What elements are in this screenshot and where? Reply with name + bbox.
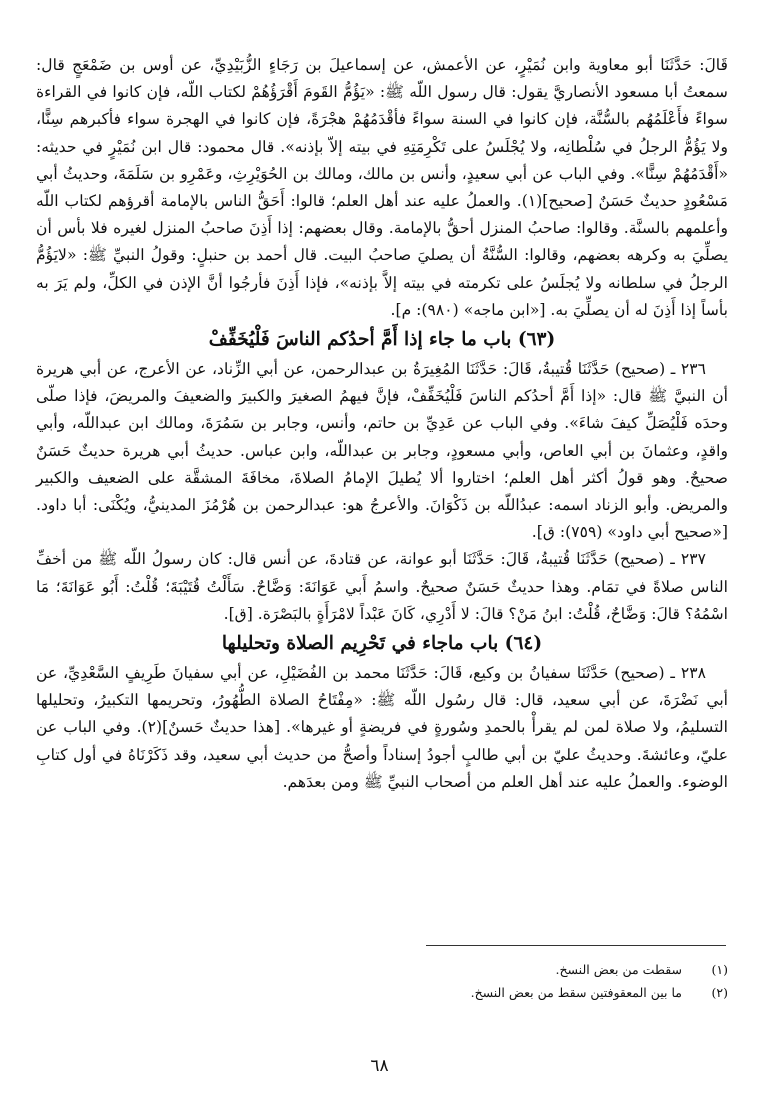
- paragraph-hadith-236: ٢٣٦ ـ (صحيح) حَدَّثَنَا قُتيبةُ، قَالَ: حَدَّثَنَا المُغِيرَةُ بن عبدالرحمن، عن أبي الزِّناد، عن الأعرج، عن أبي هريرة أن النبيَّ ﷺ قال: «إذا أَمَّ أحدُكم الناسَ فَلْيُخَفِّفْ، فإنَّ فيهمُ الصغيرَ والكبيرَ والضعيفَ والمريضَ، فإذا صلّى وحدَه فَلْيُصَلِّ كيفَ شاءَ». وفي الباب عن عَدِيِّ بن حاتم، وأنس، وجابر بن سَمُرَةَ، ومالك ابن عبداللّه، وأبي واقدٍ، وعثمانَ بن أبي العاص، وأبي مسعودٍ، وجابر بن عبداللّه، وابن عباس. حديثُ أبي هريرة حديثٌ حَسَنٌ صحيحٌ. وهو قولُ أكثر أهل العلم؛ اختاروا ألا يُطيلَ الإمامُ الصلاةَ، مخافَةَ المشقَّة على الضعيف والكبير والمريض. وأبو الزناد اسمه: عبدُاللّه بن ذَكْوَانَ. والأعرجُ هو: عبدالرحمن بن هُرْمُزَ المدينيُّ، ويُكْنَى: أبا داود. [«صحيح أبي داود» (٧٥٩): ق].: [36, 360, 728, 542]
- footnote-number: (١): [711, 962, 728, 977]
- footnote-divider: [426, 945, 726, 946]
- paragraph-hadith-237: ٢٣٧ ـ (صحيح) حَدَّثَنَا قُتيبةُ، قَالَ: حَدَّثَنَا أبو عوانة، عن قتادةَ، عن أنس قال: كان رسولُ اللّه ﷺ من أخفِّ الناس صلاةً في تمَام. وهذا حديثٌ حَسَنٌ صحيحٌ. واسمُ أَبي عَوَانَةَ: وَضَّاحٌ. سَأَلْتُ قُتَيْبَةَ؛ قُلْتُ: أَبُو عَوَانَةَ؛ مَا اسْمُهُ؟ قالَ: وَضَّاحٌ، قُلْتُ: ابنُ مَنْ؟ قالَ: لا أَدْرِي، كَانَ عَبْداً لامْرَأَةٍ بالبَصْرَة. [ق].: [36, 550, 728, 623]
- footnote-text: ما بين المعقوفتين سقط من بعض النسخ.: [470, 985, 683, 1000]
- footnote-text: سقطت من بعض النسخ.: [555, 962, 683, 977]
- footnote-number: (٢): [711, 985, 728, 1000]
- chapter-heading-64: (٦٤) باب ماجاء في تَحْرِيم الصلاة وتحليلها: [221, 633, 543, 655]
- footnote-2: [36, 981, 728, 1004]
- main-text: [36, 52, 728, 796]
- paragraph-hadith-238: ٢٣٨ ـ (صحيح) حَدَّثَنَا سفيانُ بن وكيع، قَالَ: حَدَّثَنَا محمد بن الفُضَيْلِ، عن أبي سفيانَ طَرِيفٍ السَّعْدِيِّ، عن أبي نَضْرَةَ، عن أبي سعيد، قال: قال رسُول اللّه ﷺ: «مِفْتَاحُ الصلاة الطُّهُورُ، وتحريمها التكبيرُ، وتحليلها التسليمُ، ولا صلاة لمن لم يقرأْ بالحمدِ وسُورةٍ في فريضةٍ أو غيرها». [هذا حديثٌ حَسنٌ](٢). وفي الباب عن عليّ، وعائشةَ. وحديثُ عليّ بن أبي طالبٍ أجودُ إسناداً وأصحُّ من حديث أبي سعيد، وقد ذَكَرْنَاهُ في أول كتابِ الوضوء. والعملُ عليه عند أهل العلم من أصحاب النبيِّ ﷺ ومن بعدَهم.: [36, 664, 728, 791]
- paragraph-hadith-235-continuation: قَالَ: حَدَّثَنَا أبو معاوية وابن نُمَيْرٍ، عن الأعمش، عن إسماعيلَ بن رَجَاءٍ الزُّبَيْدِيِّ، عن أوس بن ضَمْعَجٍ قال: سمعتُ أبا مسعود الأنصاريَّ يقول: قال رسول اللّه ﷺ: «يَؤُمُّ القَومَ أَقْرَؤُهُمْ لكتاب اللّه، فإن كانوا في القراءة سواءً فأَعْلَمُهُم بالسُّنَّة، فإن كانوا في السنة سواءً فأقْدَمُهُمْ هجْرَةً، فإن كانوا في الهجرة سواء فأكبرهم سِنًّا، ولا يَؤُمُّ الرجلُ في سُلْطانِه، ولا يُجْلَسُ على تَكْرِمَتِهِ في بيته إلاّ بإذنه». قال محمود: قال ابن نُمَيْرٍ في حديثه: «أَقْدَمُهُمْ سِنًّا». وفي الباب عن أبي سعيدٍ، وأنس بن مالك، ومالك بن الحُوَيْرِثِ، وعَمْرِو بن سَلَمَةَ، وحديثُ أبي مَسْعُودٍ حديثٌ حَسَنٌ [صحيح](١). والعملُ عليه عند أهل العلم؛ قالوا: أَحَقُّ الناس بالإمامة أقرؤهم لكتاب اللّه وأعلمهم بالسنَّة. وقالوا: صاحبُ المنزل أحقُّ بالإمامة. وقال بعضهم: إذا أَذِنَ صاحبُ المنزل لغيره فلا بأس أن يصلِّيَ به وكرهه بعضهم، وقالوا: السُّنَّةُ أن يصليَ صاحبُ البيت. قال أحمد بن حنبلٍ: وقولُ النبيِّ ﷺ: «لايَؤُمُّ الرجلُ في سلطانه ولا يُجلَسُ على تكرمته في بيته إلاَّ بإذنه»، فإذا أَذِنَ فأرجُوا أنَّ الإذن في الكلِّ، ولم يَرَ به بأساً إذا أَذِنَ له أن يصلِّيَ به. [«ابن ماجه» (٩٨٠): م].: [36, 56, 728, 319]
- page-number: ٦٨: [370, 1056, 389, 1076]
- footnote-1: [36, 958, 728, 981]
- chapter-heading-63: (٦٣) باب ما جاء إذا أَمَّ أحدُكم الناسَ فَلْيُخَفِّفْ: [208, 329, 556, 351]
- footnotes: [36, 958, 728, 1004]
